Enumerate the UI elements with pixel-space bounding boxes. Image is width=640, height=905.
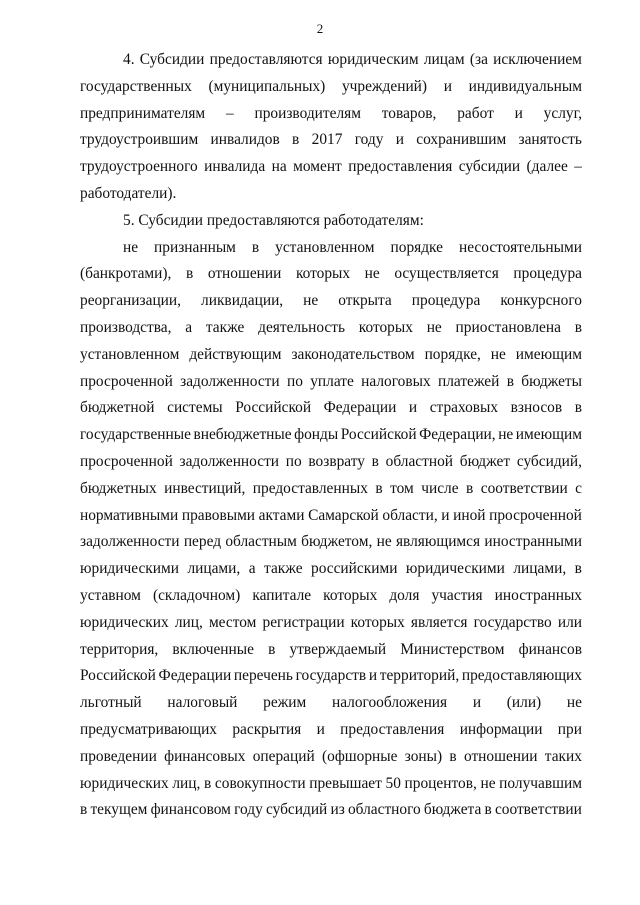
word: платежей [437, 372, 500, 390]
word: возврату [308, 452, 365, 470]
word: занятость [518, 131, 582, 149]
word: которых [350, 613, 405, 631]
word: которых [358, 318, 413, 336]
word: Федерации [323, 399, 397, 417]
word: областного [347, 801, 421, 819]
word: нормативными [80, 506, 179, 524]
text-line [80, 342, 582, 369]
word: зоны) [404, 747, 443, 765]
word: предоставления [348, 158, 453, 176]
word: в [466, 479, 474, 497]
word: лицами, [513, 560, 567, 578]
word: 50 [385, 774, 401, 792]
word: в [371, 452, 379, 470]
text-line [80, 663, 582, 690]
word: предоставленных [252, 479, 368, 497]
word: не [303, 292, 319, 310]
word: производителям [254, 104, 361, 122]
word: году [354, 131, 384, 149]
word: просроченной [489, 506, 582, 524]
word: (за [469, 51, 488, 68]
document-body [80, 47, 582, 824]
word: является [410, 613, 468, 631]
word: и [395, 131, 404, 149]
word: в [574, 399, 582, 417]
text-line [80, 771, 582, 798]
word: учреждений) [341, 77, 428, 95]
word: системы [167, 399, 223, 417]
word: включенные [172, 640, 254, 658]
word: процентов, [404, 774, 477, 792]
word: в [449, 747, 457, 765]
text-line [80, 690, 582, 717]
word: числе [421, 479, 459, 497]
page-number: 2 [316, 21, 324, 36]
word: налоговый [167, 694, 238, 712]
word: режим [263, 694, 307, 712]
word: (или) [506, 694, 542, 712]
word: Самарской [308, 506, 379, 524]
word: отношении [207, 265, 282, 283]
word: задолженности [179, 452, 280, 470]
word: и [443, 77, 452, 95]
word: законодательством [291, 345, 415, 363]
word: в [484, 801, 492, 819]
word: соответствии [494, 801, 582, 819]
text-line [80, 610, 582, 637]
word: (офшорные [322, 747, 398, 765]
word: государств [295, 667, 367, 685]
word: порядке, [424, 345, 481, 363]
word: субсидий, [516, 452, 582, 470]
word: в [506, 372, 514, 390]
text-line [80, 744, 582, 771]
word: перечень [233, 667, 293, 685]
word: получавшим [499, 774, 582, 792]
word: или [557, 613, 582, 631]
word: уплате [310, 372, 354, 390]
text-line: 5. Субсидии предоставляются работодателям: [123, 211, 424, 229]
word: не [364, 265, 380, 283]
word: товаров, [381, 104, 437, 122]
word: бюджета [423, 801, 482, 819]
word: с [575, 479, 582, 497]
word: лицам [423, 51, 465, 68]
word: капитале [252, 586, 312, 604]
word: бюджет [459, 452, 511, 470]
word: несостоятельными [458, 238, 582, 256]
word: открыта [338, 292, 392, 310]
text-line [80, 288, 582, 315]
word: территорий, [379, 667, 460, 685]
text-line [80, 637, 582, 664]
text-line [80, 315, 582, 342]
word: признанным [154, 238, 236, 256]
word: Федерации, [419, 426, 496, 444]
text-line [80, 556, 582, 583]
word: по [285, 452, 302, 470]
word: процедура [513, 265, 582, 283]
word: осуществляется [394, 265, 499, 283]
word: в [292, 131, 300, 149]
word: льготный [80, 694, 142, 712]
word: уставном [80, 586, 141, 604]
word: ликвидации, [201, 292, 284, 310]
word: в [185, 265, 194, 283]
word: иной [453, 506, 486, 524]
word: работ [457, 104, 494, 122]
text-line [80, 101, 582, 128]
word: юридическим [327, 51, 419, 68]
word: (складочном) [152, 586, 241, 604]
word: предоставляющих [461, 667, 582, 685]
word: индивидуальным [468, 77, 582, 95]
word: финансовых [164, 747, 246, 765]
word: на [271, 158, 287, 176]
word: российскими [311, 560, 398, 578]
word: информации [459, 720, 543, 738]
word: иностранными [484, 533, 582, 551]
word: – [574, 158, 582, 176]
word: (муниципальных) [208, 77, 326, 95]
word: также [264, 560, 303, 578]
word: иностранных [494, 586, 582, 604]
text-line [80, 422, 582, 449]
word: задолженности [80, 533, 180, 551]
word: – [225, 104, 234, 122]
word: Федерации [158, 667, 232, 685]
word: бюджетной [80, 399, 155, 417]
text-line [80, 47, 582, 74]
text-line [80, 154, 582, 181]
paragraph-p4 [80, 47, 582, 208]
word: и [441, 506, 450, 524]
word: по [286, 372, 303, 390]
word: также [205, 318, 245, 336]
word: в [204, 774, 212, 792]
word: текущем [90, 801, 148, 819]
word: территория, [80, 640, 159, 658]
word: субсидий [265, 801, 328, 819]
word: трудоустроившим [80, 131, 199, 149]
word: областной [385, 452, 454, 470]
word: актами [258, 506, 305, 524]
word: юридических [80, 613, 169, 631]
word: операций [252, 747, 315, 765]
word: трудоустроенного [80, 158, 198, 176]
word: приостановлена [455, 318, 561, 336]
word: области, [382, 506, 438, 524]
word: субсидии [458, 158, 521, 176]
word: реорганизации, [80, 292, 182, 310]
text-line [80, 235, 582, 262]
word: предоставления [340, 720, 445, 738]
word: и [514, 104, 523, 122]
word: соответствии [480, 479, 568, 497]
word: лиц, [174, 613, 203, 631]
text-line [80, 395, 582, 422]
text-line [80, 797, 582, 824]
word: перед [183, 533, 222, 551]
text-line [80, 369, 582, 396]
word: просроченной [80, 452, 173, 470]
word: не [480, 774, 496, 792]
word: и [368, 667, 378, 685]
word: внебюджетные [193, 426, 292, 444]
word: не [566, 694, 582, 712]
text-line [80, 503, 582, 530]
word: задолженности [180, 372, 280, 390]
word: установленном [80, 345, 180, 363]
word: не [123, 238, 139, 256]
word: в [375, 479, 383, 497]
word: участия [431, 586, 483, 604]
word: лицами, [187, 560, 241, 578]
paragraph-p6 [80, 235, 582, 825]
word: не [376, 533, 392, 551]
word: которых [295, 265, 351, 283]
word: в [574, 318, 582, 336]
word: процедура [411, 292, 481, 310]
word: а [248, 560, 256, 578]
word: правовыми [181, 506, 256, 524]
word: проведении [80, 747, 157, 765]
word: Российской [340, 426, 417, 444]
word: областным [225, 533, 297, 551]
word: (банкротами), [80, 265, 172, 283]
word: не [490, 345, 506, 363]
word: услуг, [543, 104, 582, 122]
word: не [498, 426, 514, 444]
word: юридическими [405, 560, 505, 578]
word: государственные [80, 426, 191, 444]
word: отношении [463, 747, 538, 765]
word: момент [293, 158, 342, 176]
word: страховых [429, 399, 499, 417]
word: Российской [235, 399, 312, 417]
word: регистрации [262, 613, 345, 631]
text-line [80, 717, 582, 744]
word: в [251, 238, 260, 256]
word: инвалида [204, 158, 266, 176]
word: фонды [294, 426, 339, 444]
word: доля [389, 586, 420, 604]
word: году [234, 801, 263, 819]
word: являющимся [395, 533, 481, 551]
word: в [80, 801, 88, 819]
word: таких [544, 747, 582, 765]
word: утверждаемый [289, 640, 387, 658]
word: Российской [80, 667, 156, 685]
word: просроченной [80, 372, 173, 390]
word: производства, [80, 318, 172, 336]
word: и [408, 399, 418, 417]
word: 4. [123, 51, 135, 68]
word: имеющим [515, 426, 582, 444]
word: государство [473, 613, 552, 631]
word: местом [208, 613, 257, 631]
word: (далее [526, 158, 568, 176]
word: бюджетных [80, 479, 157, 497]
word: не [426, 318, 442, 336]
paragraph-p5 [80, 208, 582, 235]
word: бюджетом, [301, 533, 373, 551]
word: предусматривающих [80, 720, 218, 738]
word: которых [323, 586, 378, 604]
word: инвестиций, [164, 479, 246, 497]
word: в [574, 560, 582, 578]
word: налогообложения [331, 694, 448, 712]
text-line [80, 127, 582, 154]
word: порядке [390, 238, 443, 256]
word: действующим [189, 345, 282, 363]
word: совокупности [214, 774, 306, 792]
word: юридическими [80, 560, 179, 578]
word: лиц, [172, 774, 201, 792]
text-line [80, 529, 582, 556]
word: 2017 [311, 131, 343, 149]
word: юридических [80, 774, 169, 792]
word: финансов [518, 640, 582, 658]
word: конкурсного [500, 292, 582, 310]
word: превышает [309, 774, 382, 792]
word: Субсидии [139, 51, 205, 68]
word: бюджеты [521, 372, 582, 390]
word: предпринимателям [80, 104, 206, 122]
word: раскрытия [232, 720, 302, 738]
word: финансовом [150, 801, 231, 819]
word: сохранившим [416, 131, 507, 149]
text-line [80, 476, 582, 503]
word: исключением [493, 51, 582, 68]
word: предоставляются [209, 51, 323, 68]
word: а [185, 318, 193, 336]
word: имеющим [515, 345, 582, 363]
word: и [316, 720, 325, 738]
word: взносов [510, 399, 563, 417]
text-line: работодатели). [80, 184, 177, 202]
text-line [80, 261, 582, 288]
word: установленном [275, 238, 375, 256]
word: при [557, 720, 582, 738]
word: в [268, 640, 276, 658]
word: том [390, 479, 414, 497]
word: государственных [80, 77, 192, 95]
text-line [80, 74, 582, 101]
text-line [80, 583, 582, 610]
word: инвалидов [210, 131, 280, 149]
word: Министерством [400, 640, 505, 658]
word: деятельность [258, 318, 346, 336]
word: налоговых [361, 372, 431, 390]
text-line [80, 449, 582, 476]
word: и [472, 694, 482, 712]
word: из [330, 801, 345, 819]
